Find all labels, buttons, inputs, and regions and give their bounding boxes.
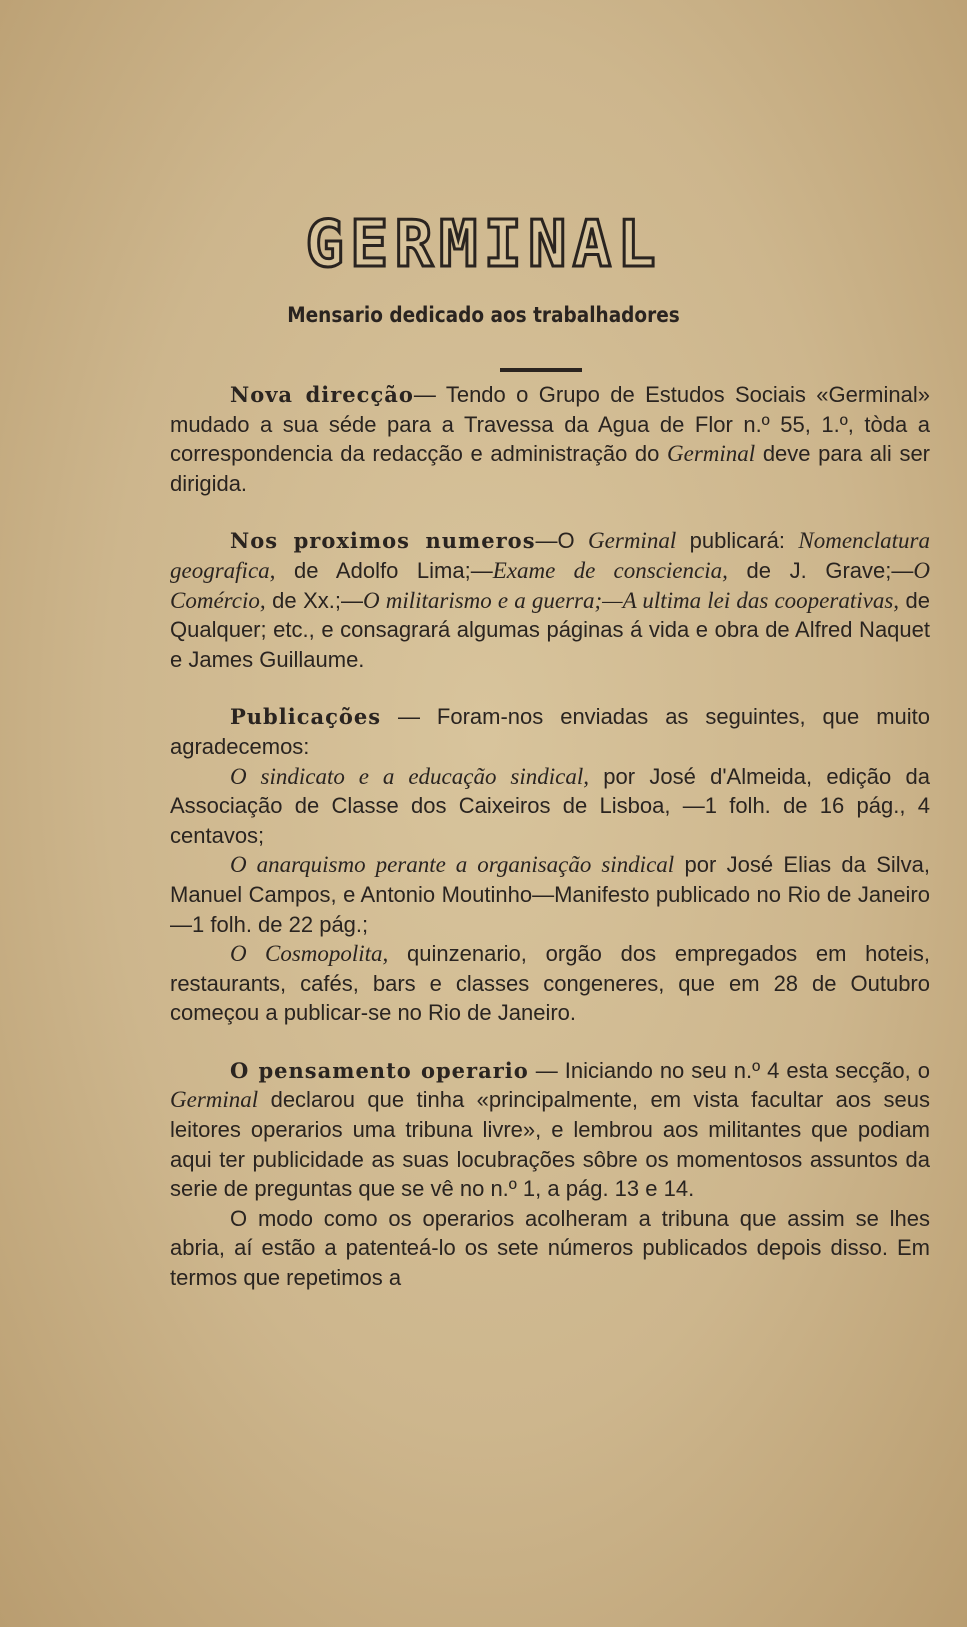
paragraph-pensamento: [170, 1056, 930, 1204]
paragraph-text: quinzenario, orgão dos empregados em hoteis, restaurants, cafés, bars e classes congeneres, que em 28 de Outubro começou a publicar-se no Rio de Janeiro.: [170, 941, 931, 1026]
paragraph-proximos: [170, 526, 930, 674]
italic-title: Germinal: [170, 1087, 259, 1113]
lead-publicacoes: Publicações: [230, 704, 382, 730]
paragraph-publicacoes: [170, 702, 930, 761]
paragraph-text: — Tendo o Grupo de Estudos Sociais «Germinal» mudado a sua séde para a Travessa da Agua de Flor n.º 55, 1.º, tòda a correspondencia da redacção e administração do: [170, 382, 930, 467]
paragraph-text: deve para ali ser dirigida.: [170, 441, 931, 496]
paragraph-pensamento-2: O modo como os operarios acolheram a tribuna que assim se lhes abria, aí estão a patenteá-lo os sete números publicados depois disso. Em termos que repetimos a: [170, 1205, 930, 1291]
paragraph-text: de Xx.;—: [265, 587, 363, 613]
lead-pensamento: O pensamento operario: [230, 1057, 529, 1083]
italic-title: Exame de consciencia,: [492, 557, 728, 583]
paragraph-text: por José Elias da Silva, Manuel Campos, e Antonio Moutinho—Manifesto publicado no Rio de Janeiro—1 folh. de 22 pág.;: [170, 852, 931, 937]
paragraph-nova-direccao: [170, 380, 930, 498]
divider-rule: [500, 368, 582, 372]
italic-title: O sindicato e a educação sindical,: [230, 763, 589, 789]
italic-title: Nomenclatura geografica,: [170, 528, 930, 583]
lead-proximos: Nos proximos numeros: [230, 528, 536, 554]
lead-nova-direccao: Nova direcção: [230, 382, 414, 407]
publication-item-1: [170, 762, 930, 851]
paragraph-text: de Qualquer; etc., e consagrará algumas páginas á vida e obra de Alfred Naquet e James Guillaume.: [170, 587, 930, 672]
article-body: [170, 380, 930, 1293]
italic-title: O militarismo e a guerra;—A ultima lei das cooperativas,: [362, 587, 900, 613]
publication-item-3: [170, 939, 930, 1028]
italic-title: O anarquismo perante a organisação sindical: [230, 852, 675, 878]
paragraph-text: de Adolfo Lima;—: [275, 557, 493, 583]
italic-title: O Comércio,: [170, 557, 930, 613]
paragraph-text: —O: [535, 528, 589, 554]
subtitle: Mensario dedicado aos trabalhadores: [287, 303, 680, 327]
italic-title: Germinal: [588, 528, 677, 554]
paragraph-text: — Iniciando no seu n.º 4 esta secção, o: [528, 1057, 931, 1083]
paragraph-text: de J. Grave;—: [727, 557, 914, 583]
italic-title: O Cosmopolita,: [230, 941, 389, 967]
masthead-title: GERMINAL: [305, 208, 662, 282]
paragraph-text: publicará:: [676, 528, 799, 554]
publication-item-2: [170, 850, 930, 939]
paragraph-text: — Foram-nos enviadas as seguintes, que muito agradecemos:: [170, 704, 930, 759]
paragraph-text: por José d'Almeida, edição da Associação de Classe dos Caixeiros de Lisboa, —1 folh. de 16 pág., 4 centavos;: [170, 763, 930, 848]
paragraph-text: declarou que tinha «principalmente, em vista facultar aos seus leitores operarios uma tribuna livre», e lembrou aos militantes que podiam aqui ter publicidade as suas locubrações sôbre os momentosos assuntos da serie de preguntas que se vê no n.º 1, a pág. 13 e 14.: [170, 1087, 930, 1202]
italic-title: Germinal: [667, 441, 756, 467]
